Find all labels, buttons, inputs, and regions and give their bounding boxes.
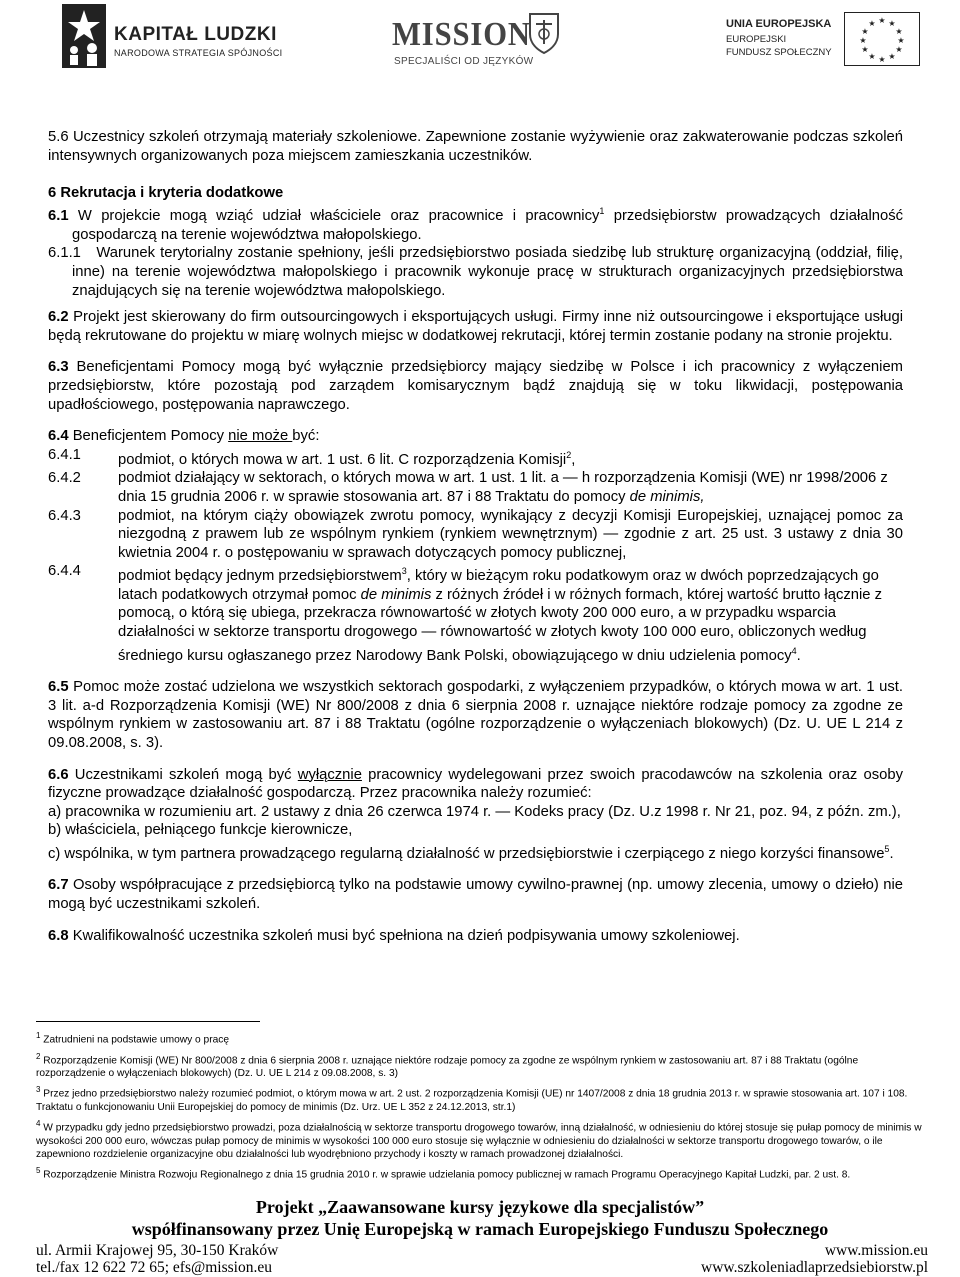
footnote-ref: 1 (599, 206, 605, 217)
paragraph-6-2: 6.2 Projekt jest skierowany do firm outsourcingowych i eksportujących usługi. Firmy inne niż outsourcingowe i eksportujące usługi będą rekrutowane do projektu w miarę wolnych miejsc w dodatkowej rekrutacji, której termin zostanie podany na stronie projektu. (48, 309, 903, 344)
footnote-1: $^1$ Zatrudnieni na podstawie umowy o pracę (36, 1031, 230, 1046)
eu-efs-logo (726, 12, 926, 68)
footer-project-title: Projekt „Zaawansowane kursy językowe dla specjalistów” (255, 1197, 705, 1217)
footnote-3: $^3$ Przez jedno przedsiębiorstwo należy rozumieć podmiot, o którym mowa w art. 2 ust. 2 rozporządzenia Komisji (UE) nr 1407/2008 z dnia 18 grudnia 2013 r. w sprawie stosowania art. 107 i 108. Traktatu o funkcjonowaniu Unii Europejskiej do pomocy de minimis (Dz. Urz. UE L 352 z 24.12.2013, str.1) (36, 1085, 908, 1113)
item-6-4-3: 6.4.3 podmiot, na którym ciąży obowiązek zwrotu pomocy, wynikający z decyzji Komisji Europejskiej, uznającej pomoc za niezgodną z prawem lub ze wspólnym rynkiem (rynkiem wewnętrznym) — zgodnie z art. 25 ust. 3 ustawy z dnia 30 kwietnia 2004 r. o postępowaniu w sprawach dotyczących pomocy publicznej, (48, 507, 903, 561)
list-item-6-6-b: b) właściciela, pełniącego funkcje kierownicze, (48, 822, 353, 839)
item-6-4-2: 6.4.2 podmiot działający w sektorach, o których mowa w art. 1 ust. 1 lit. a — h rozporządzenia Komisji (WE) nr 1998/2006 z dnia 15 grudnia 2006 r. w sprawie stosowania art. 87 i 88 Traktatu do pomocy de minimis, (48, 470, 888, 505)
footnote-4: $^4$ W przypadku gdy jedno przedsiębiorstwo prowadzi, poza działalnością w sektorze transportu drogowego towarów, inną działalność, w odniesieniu do której stosuje się pułap pomocy de minimis w wysokości 200 000 euro, wówczas pułap pomocy de minimis w wysokości 100 000 euro stosuje się wyłącznie w odniesieniu do działalności w sektorze transportu drogowego towarów, o ile zapewniono rozdzielenie organizacyjne obu działalności lub wyodrębniono przychody i koszty w ramach prowadzonej działalności. (36, 1119, 922, 1160)
svg-text:★: ★ (861, 45, 869, 54)
svg-text:★: ★ (861, 27, 869, 36)
eu-logo-title: UNIA EUROPEJSKA (726, 18, 832, 30)
paragraph-6-3: 6.3 Beneficjentami Pomocy mogą być wyłącznie przedsiębiorcy mający siedzibę w Polsce i ich pracownicy z wyłączeniem przedsiębiorstw, które pozostają pod zarządem komisarycznym bądź znajdują się w toku likwidacji, postępowania upadłościowego, postępowania naprawczego. (48, 359, 903, 413)
svg-text:★: ★ (888, 19, 896, 28)
eu-flag-icon (844, 12, 920, 71)
footnotes (36, 1029, 926, 1185)
item-6-4-4: 6.4.4 podmiot będący jednym przedsiębiorstwem$^3$, który w bieżącym roku podatkowym oraz w dwóch poprzedzających go latach podatkowych otrzymał pomoc de minimis z różnych źródeł i w różnych formach, której wartość brutto łącznie z pomocą, o którą się ubiega, przekracza równowartość w złotych kwoty 200 000 euro, a w przypadku wsparcia działalności w sektorze transportu drogowego — równowartość w złotych kwoty 100 000 euro, obliczonych według średniego kursu ogłaszanego przez Narodowy Bank Polski, obowiązującego w dniu udzielenia pomocy$^4$. (48, 563, 882, 664)
paragraph-6-1-1: 6.1.1 Warunek terytorialny zostanie spełniony, jeśli przedsiębiorstwo posiada siedzibę lub strukturę organizacyjną (oddział, filię, inne) na terenie województwa małopolskiego i pracownik wykonuje pracę w strukturach organizacyjnych przedsiębiorstwa znajdujących się na terenie województwa małopolskiego. (48, 245, 903, 299)
mission-logo-subtitle: SPECJALIŚCI OD JĘZYKÓW (394, 56, 534, 67)
footnote-2: $^2$ Rozporządzenie Komisji (WE) Nr 800/2008 z dnia 6 sierpnia 2008 r. uznające niektóre rodzaje pomocy za zgodne ze wspólnym rynkiem w zastosowaniu art. 87 i 88 Traktatu (ogólne rozporządzenie o wyłączeniach blokowych) (Dz. U. UE L 214 z 09.08.2008, s. 3) (36, 1051, 859, 1080)
kapital-ludzki-subtitle: NARODOWA STRATEGIA SPÓJNOŚCI (114, 48, 283, 58)
footer-cofinancing: współfinansowany przez Unię Europejską w ramach Europejskiego Funduszu Społecznego (131, 1219, 829, 1239)
mission-logo-text: MISSION (392, 16, 531, 53)
svg-text:★: ★ (895, 27, 903, 36)
svg-text:★: ★ (897, 36, 905, 45)
svg-text:★: ★ (878, 55, 886, 64)
svg-text:★: ★ (868, 19, 876, 28)
mission-crest-icon (524, 10, 564, 61)
paragraph-5-6: 5.6 Uczestnicy szkoleń otrzymają materiały szkoleniowe. Zapewnione zostanie wyżywienie oraz zakwaterowanie podczas szkoleń intensywnych organizowanych poza miejscem zamieszkania uczestników. (48, 129, 903, 164)
svg-text:★: ★ (878, 16, 886, 25)
paragraph-6-7: 6.7 Osoby współpracujące z przedsiębiorcą tylko na podstawie umowy cywilno-prawnej (np. umowy zlecenia, umowy o dzieło) nie mogą być uczestnikami szkoleń. (48, 877, 903, 912)
footnote-separator (36, 1021, 260, 1022)
section-6-heading: 6 Rekrutacja i kryteria dodatkowe (48, 184, 284, 201)
footnote-5: $^5$ Rozporządzenie Ministra Rozwoju Regionalnego z dnia 15 grudnia 2010 r. w sprawie udzielania pomocy publicznej w ramach Programu Operacyjnego Kapitał Ludzki, par. 2 ust. 8. (36, 1166, 851, 1181)
eu-logo-line2: EUROPEJSKI (726, 34, 787, 45)
svg-text:★: ★ (895, 45, 903, 54)
svg-text:★: ★ (888, 52, 896, 61)
paragraph-6-8: 6.8 Kwalifikowalność uczestnika szkoleń musi być spełniona na dzień podpisywania umowy szkoleniowej. (48, 927, 740, 944)
paragraph-6-6: 6.6 Uczestnikami szkoleń mogą być wyłącznie pracownicy wydelegowani przez swoich pracodawców na szkolenia oraz osoby fizyczne prowadzące działalność gospodarczą. Przez pracownika należy rozumieć: (48, 766, 904, 802)
paragraph-6-1: 6.1 W projekcie mogą wziąć udział właściciele oraz pracownice i pracownicy$^1$ przedsiębiorstw prowadzących działalność gospodarczą na terenie województwa małopolskiego. (48, 206, 904, 243)
svg-text:★: ★ (859, 36, 867, 45)
page-header (0, 0, 960, 80)
mission-logo (392, 10, 572, 70)
kapital-ludzki-name: KAPITAŁ LUDZKI (114, 24, 277, 45)
paragraph-6-4: 6.4 Beneficjentem Pomocy nie może być: (48, 428, 320, 445)
list-item-6-6-a: a) pracownika w rozumieniu art. 2 ustawy z dnia 26 czerwca 1974 r. — Kodeks pracy (Dz. U.z 1998 r. Nr 21, poz. 94, z późn. zm.), (48, 803, 901, 820)
footer-link-mission[interactable]: www.mission.eu (824, 1242, 928, 1259)
footer-link-szkolenia[interactable]: www.szkoleniadlaprzedsiebiorstw.pl (701, 1259, 928, 1276)
item-6-4-1: 6.4.1 podmiot, o których mowa w art. 1 ust. 6 lit. C rozporządzenia Komisji$^2$, (48, 446, 576, 468)
page-footer (0, 1197, 960, 1277)
eu-logo-line3: FUNDUSZ SPOŁECZNY (726, 47, 832, 58)
kapital-ludzki-logo (62, 4, 292, 68)
footer-address: ul. Armii Krajowej 95, 30-150 Kraków (36, 1242, 279, 1259)
footer-contact: tel./fax 12 622 72 65; efs@mission.eu (36, 1259, 272, 1276)
list-item-6-6-c: c) wspólnika, w tym partnera prowadzącego regularną działalność w przedsiębiorstwie i czerpiącego z niego korzyści finansowe$^5$. (48, 843, 894, 862)
paragraph-6-5: 6.5 Pomoc może zostać udzielona we wszystkich sektorach gospodarki, z wyłączeniem przypadków, o których mowa w art. 1 ust. 3 lit. a-d Rozporządzenia Komisji (WE) Nr 800/2008 z dnia 6 sierpnia 2008 r. uznające niektóre rodzaje pomocy za zgodne ze wspólnym rynkiem w zastosowaniu art. 87 i 88 Traktatu (ogólne rozporządzenie o wyłączeniach blokowych) (Dz. U. UE L 214 z 09.08.2008, s. 3). (48, 679, 903, 751)
document-body (48, 128, 903, 945)
svg-text:★: ★ (868, 52, 876, 61)
kapital-ludzki-emblem-icon (62, 4, 106, 68)
